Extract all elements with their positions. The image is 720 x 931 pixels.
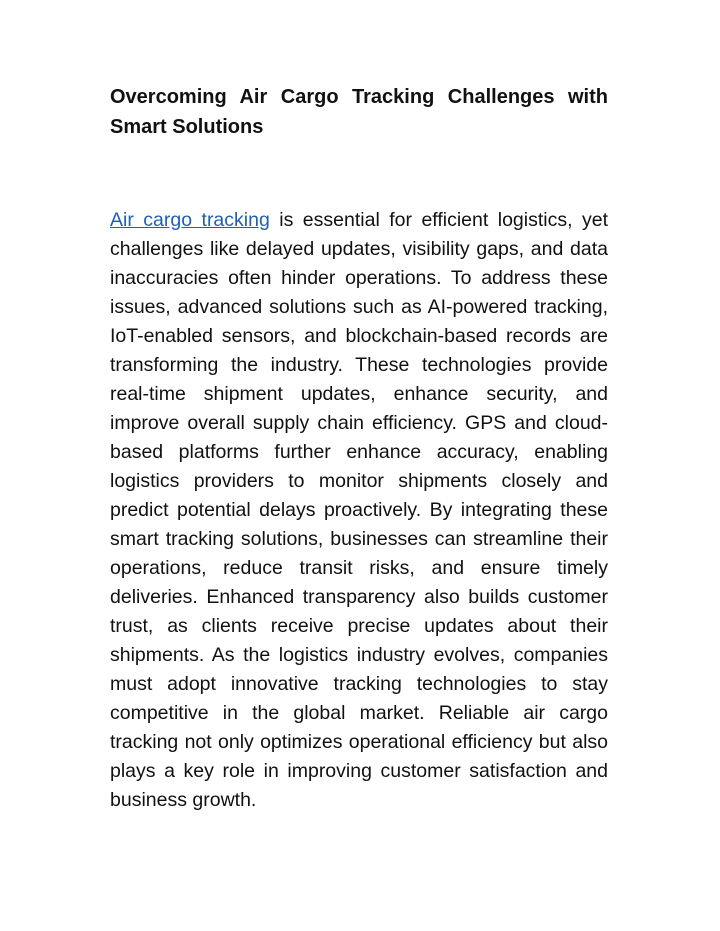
document-title: Overcoming Air Cargo Tracking Challenges with Smart Solutions bbox=[110, 86, 608, 138]
body-paragraph bbox=[110, 206, 608, 815]
paragraph-text: is essential for efficient logistics, yet challenges like delayed updates, visibility gaps, and data inaccuracies often hinder operations. To address these issues, advanced solutions such as AI-powered tracking, IoT-enabled sensors, and blockchain-based records are transforming the industry. These technologies provide real-time shipment updates, enhance security, and improve overall supply chain efficiency. GPS and cloud-based platforms further enhance accuracy, enabling logistics providers to monitor shipments closely and predict potential delays proactively. By integrating these smart tracking solutions, businesses can streamline their operations, reduce transit risks, and ensure timely deliveries. Enhanced transparency also builds customer trust, as clients receive precise updates about their shipments. As the logistics industry evolves, companies must adopt innovative tracking technologies to stay competitive in the global market. Reliable air cargo tracking not only optimizes operational efficiency but also plays a key role in improving customer satisfaction and business growth. bbox=[110, 209, 608, 811]
air-cargo-tracking-link[interactable]: Air cargo tracking bbox=[110, 209, 270, 231]
document-page bbox=[110, 82, 608, 815]
